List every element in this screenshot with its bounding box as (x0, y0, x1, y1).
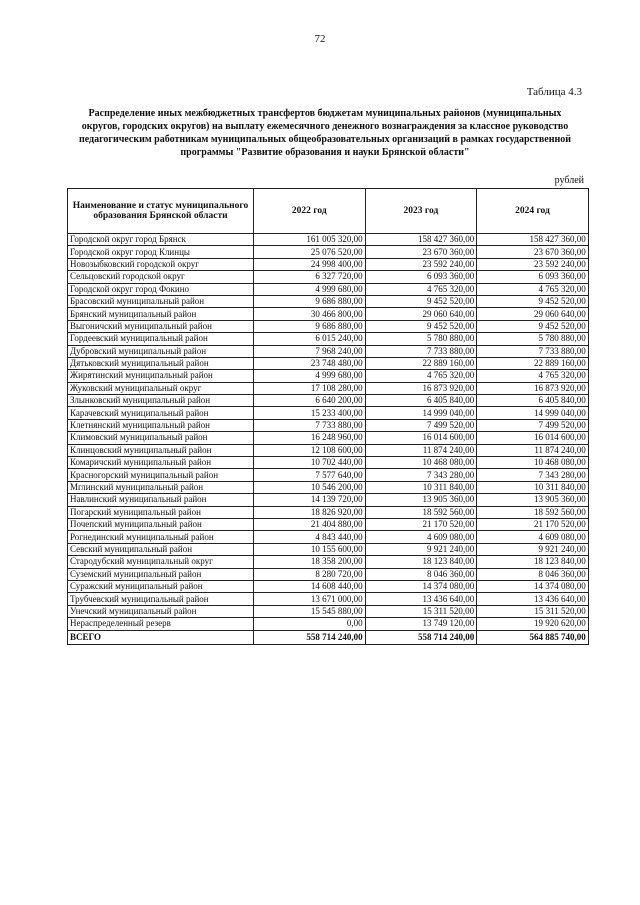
value-2024: 18 123 840,00 (477, 556, 589, 568)
value-2023: 4 765 320,00 (365, 370, 477, 382)
value-2022: 21 404 880,00 (254, 518, 366, 530)
table-row (68, 543, 589, 555)
value-2022: 4 843 440,00 (254, 531, 366, 543)
value-2023: 29 060 640,00 (365, 308, 477, 320)
value-2022: 16 248 960,00 (254, 432, 366, 444)
value-2023: 14 374 080,00 (365, 580, 477, 592)
value-2023: 7 499 520,00 (365, 419, 477, 431)
value-2022: 10 702 440,00 (254, 457, 366, 469)
table-row (68, 531, 589, 543)
value-2024: 23 670 360,00 (477, 246, 589, 258)
value-2024: 19 920 620,00 (477, 618, 589, 630)
municipality-name: Навлинский муниципальный район (68, 494, 254, 506)
value-2022: 13 671 000,00 (254, 593, 366, 605)
table-row (68, 518, 589, 530)
value-2023: 8 046 360,00 (365, 568, 477, 580)
municipality-name: Дятьковский муниципальный район (68, 357, 254, 369)
table-row (68, 618, 589, 630)
value-2023: 6 405 840,00 (365, 395, 477, 407)
municipality-name: Городской округ город Фокино (68, 283, 254, 295)
value-2023: 14 999 040,00 (365, 407, 477, 419)
table-row (68, 320, 589, 332)
value-2022: 7 577 640,00 (254, 469, 366, 481)
value-2024: 21 170 520,00 (477, 518, 589, 530)
value-2023: 6 093 360,00 (365, 271, 477, 283)
value-2024: 23 592 240,00 (477, 258, 589, 270)
title-line: округов, городских округов) на выплату ежемесячного денежного вознаграждения за классное руководство (81, 121, 569, 132)
municipality-name: Красногорский муниципальный район (68, 469, 254, 481)
value-2022: 15 545 880,00 (254, 605, 366, 617)
value-2023: 18 123 840,00 (365, 556, 477, 568)
value-2023: 4 765 320,00 (365, 283, 477, 295)
value-2023: 22 889 160,00 (365, 357, 477, 369)
value-2024: 14 999 040,00 (477, 407, 589, 419)
value-2024: 9 921 240,00 (477, 543, 589, 555)
value-2024: 13 905 360,00 (477, 494, 589, 506)
value-2023: 16 873 920,00 (365, 382, 477, 394)
table-row (68, 457, 589, 469)
table-row (68, 357, 589, 369)
table-body (68, 234, 589, 645)
value-2023: 11 874 240,00 (365, 444, 477, 456)
column-header-2024: 2024 год (477, 189, 589, 234)
column-header-2023: 2023 год (365, 189, 477, 234)
value-2023: 15 311 520,00 (365, 605, 477, 617)
value-2024: 22 889 160,00 (477, 357, 589, 369)
value-2024: 5 780 880,00 (477, 333, 589, 345)
value-2024: 18 592 560,00 (477, 506, 589, 518)
value-2022: 18 826 920,00 (254, 506, 366, 518)
municipality-name: Трубчевский муниципальный район (68, 593, 254, 605)
value-2022: 15 233 400,00 (254, 407, 366, 419)
value-2023: 9 452 520,00 (365, 295, 477, 307)
table-header-row (68, 189, 589, 234)
municipality-name: Погарский муниципальный район (68, 506, 254, 518)
municipality-name: Комаричский муниципальный район (68, 457, 254, 469)
municipality-name: Суражский муниципальный район (68, 580, 254, 592)
municipality-name: Суземский муниципальный район (68, 568, 254, 580)
table-row (68, 295, 589, 307)
value-2022: 7 968 240,00 (254, 345, 366, 357)
table-row (68, 395, 589, 407)
total-row (68, 630, 589, 644)
municipality-name: Стародубский муниципальный округ (68, 556, 254, 568)
value-2024: 6 405 840,00 (477, 395, 589, 407)
municipality-name: Брасовский муниципальный район (68, 295, 254, 307)
value-2024: 11 874 240,00 (477, 444, 589, 456)
value-2022: 7 733 880,00 (254, 419, 366, 431)
value-2022: 18 358 200,00 (254, 556, 366, 568)
value-2024: 7 343 280,00 (477, 469, 589, 481)
value-2022: 17 108 280,00 (254, 382, 366, 394)
value-2024: 29 060 640,00 (477, 308, 589, 320)
table-row (68, 593, 589, 605)
municipality-name: Новозыбковский городской округ (68, 258, 254, 270)
value-2024: 4 765 320,00 (477, 283, 589, 295)
value-2023: 21 170 520,00 (365, 518, 477, 530)
value-2024: 158 427 360,00 (477, 234, 589, 246)
value-2024: 7 733 880,00 (477, 345, 589, 357)
value-2023: 13 749 120,00 (365, 618, 477, 630)
total-2024: 564 885 740,00 (477, 630, 589, 644)
value-2022: 8 280 720,00 (254, 568, 366, 580)
municipality-name: Климовский муниципальный район (68, 432, 254, 444)
municipality-name: Нераспределенный резерв (68, 618, 254, 630)
page-number: 72 (314, 33, 326, 45)
table-label: Таблица 4.3 (526, 86, 582, 98)
title-line: педагогическим работникам муниципальных общеобразовательных организаций в рамках государственной (78, 134, 572, 145)
table-row (68, 258, 589, 270)
value-2022: 161 005 320,00 (254, 234, 366, 246)
table-row (68, 271, 589, 283)
table-row (68, 246, 589, 258)
value-2022: 9 686 880,00 (254, 295, 366, 307)
value-2023: 4 609 080,00 (365, 531, 477, 543)
municipality-name: Сельцовский городской округ (68, 271, 254, 283)
table-row (68, 568, 589, 580)
table-row (68, 345, 589, 357)
municipality-name: Жирятинский муниципальный район (68, 370, 254, 382)
table-row (68, 234, 589, 246)
value-2023: 9 452 520,00 (365, 320, 477, 332)
value-2023: 13 436 640,00 (365, 593, 477, 605)
value-2022: 4 999 680,00 (254, 370, 366, 382)
value-2023: 23 592 240,00 (365, 258, 477, 270)
table-row (68, 506, 589, 518)
value-2022: 10 155 600,00 (254, 543, 366, 555)
value-2024: 14 374 080,00 (477, 580, 589, 592)
value-2023: 5 780 880,00 (365, 333, 477, 345)
table-row (68, 333, 589, 345)
table-row (68, 605, 589, 617)
value-2024: 16 873 920,00 (477, 382, 589, 394)
value-2023: 18 592 560,00 (365, 506, 477, 518)
value-2022: 12 108 600,00 (254, 444, 366, 456)
municipality-name: Рогнединский муниципальный район (68, 531, 254, 543)
table-row (68, 469, 589, 481)
value-2024: 6 093 360,00 (477, 271, 589, 283)
value-2024: 10 311 840,00 (477, 481, 589, 493)
value-2023: 7 343 280,00 (365, 469, 477, 481)
municipality-name: Городской округ город Клинцы (68, 246, 254, 258)
value-2024: 9 452 520,00 (477, 295, 589, 307)
value-2022: 10 546 200,00 (254, 481, 366, 493)
transfers-table (67, 188, 589, 645)
table-row (68, 580, 589, 592)
value-2022: 6 015 240,00 (254, 333, 366, 345)
table-row (68, 370, 589, 382)
value-2024: 16 014 600,00 (477, 432, 589, 444)
column-header-2022: 2022 год (254, 189, 366, 234)
municipality-name: Городской округ город Брянск (68, 234, 254, 246)
table-row (68, 308, 589, 320)
value-2023: 23 670 360,00 (365, 246, 477, 258)
table-row (68, 444, 589, 456)
municipality-name: Злынковский муниципальный район (68, 395, 254, 407)
title-line: Распределение иных межбюджетных трансфертов бюджетам муниципальных районов (муниципальных (88, 108, 562, 119)
value-2022: 14 608 440,00 (254, 580, 366, 592)
municipality-name: Выгоничский муниципальный район (68, 320, 254, 332)
table-row (68, 494, 589, 506)
municipality-name: Почепский муниципальный район (68, 518, 254, 530)
value-2023: 16 014 600,00 (365, 432, 477, 444)
total-2023: 558 714 240,00 (365, 630, 477, 644)
value-2024: 9 452 520,00 (477, 320, 589, 332)
value-2023: 10 468 080,00 (365, 457, 477, 469)
municipality-name: Мглинский муниципальный район (68, 481, 254, 493)
table-row (68, 432, 589, 444)
value-2024: 15 311 520,00 (477, 605, 589, 617)
municipality-name: Унечский муниципальный район (68, 605, 254, 617)
value-2022: 30 466 800,00 (254, 308, 366, 320)
total-2022: 558 714 240,00 (254, 630, 366, 644)
municipality-name: Дубровский муниципальный район (68, 345, 254, 357)
value-2024: 4 609 080,00 (477, 531, 589, 543)
table-row (68, 481, 589, 493)
value-2023: 158 427 360,00 (365, 234, 477, 246)
municipality-name: Брянский муниципальный район (68, 308, 254, 320)
document-title (70, 107, 580, 159)
municipality-name: Гордеевский муниципальный район (68, 333, 254, 345)
value-2022: 24 998 400,00 (254, 258, 366, 270)
value-2022: 6 640 200,00 (254, 395, 366, 407)
table-row (68, 556, 589, 568)
value-2023: 10 311 840,00 (365, 481, 477, 493)
value-2024: 4 765 320,00 (477, 370, 589, 382)
value-2023: 9 921 240,00 (365, 543, 477, 555)
total-label: ВСЕГО (68, 630, 254, 644)
value-2023: 7 733 880,00 (365, 345, 477, 357)
currency-unit: рублей (554, 175, 584, 186)
table-row (68, 283, 589, 295)
value-2022: 14 139 720,00 (254, 494, 366, 506)
value-2023: 13 905 360,00 (365, 494, 477, 506)
value-2024: 10 468 080,00 (477, 457, 589, 469)
table-row (68, 419, 589, 431)
value-2022: 4 999 680,00 (254, 283, 366, 295)
value-2024: 13 436 640,00 (477, 593, 589, 605)
value-2022: 23 748 480,00 (254, 357, 366, 369)
municipality-name: Клетнянский муниципальный район (68, 419, 254, 431)
column-header-name: Наименование и статус муниципального образования Брянской области (68, 189, 254, 234)
value-2024: 7 499 520,00 (477, 419, 589, 431)
value-2024: 8 046 360,00 (477, 568, 589, 580)
value-2022: 6 327 720,00 (254, 271, 366, 283)
municipality-name: Клинцовский муниципальный район (68, 444, 254, 456)
table-row (68, 407, 589, 419)
municipality-name: Жуковский муниципальный округ (68, 382, 254, 394)
municipality-name: Карачевский муниципальный район (68, 407, 254, 419)
value-2022: 0,00 (254, 618, 366, 630)
table-row (68, 382, 589, 394)
title-line: программы "Развитие образования и науки Брянской области" (180, 147, 470, 158)
municipality-name: Севский муниципальный район (68, 543, 254, 555)
value-2022: 25 076 520,00 (254, 246, 366, 258)
value-2022: 9 686 880,00 (254, 320, 366, 332)
